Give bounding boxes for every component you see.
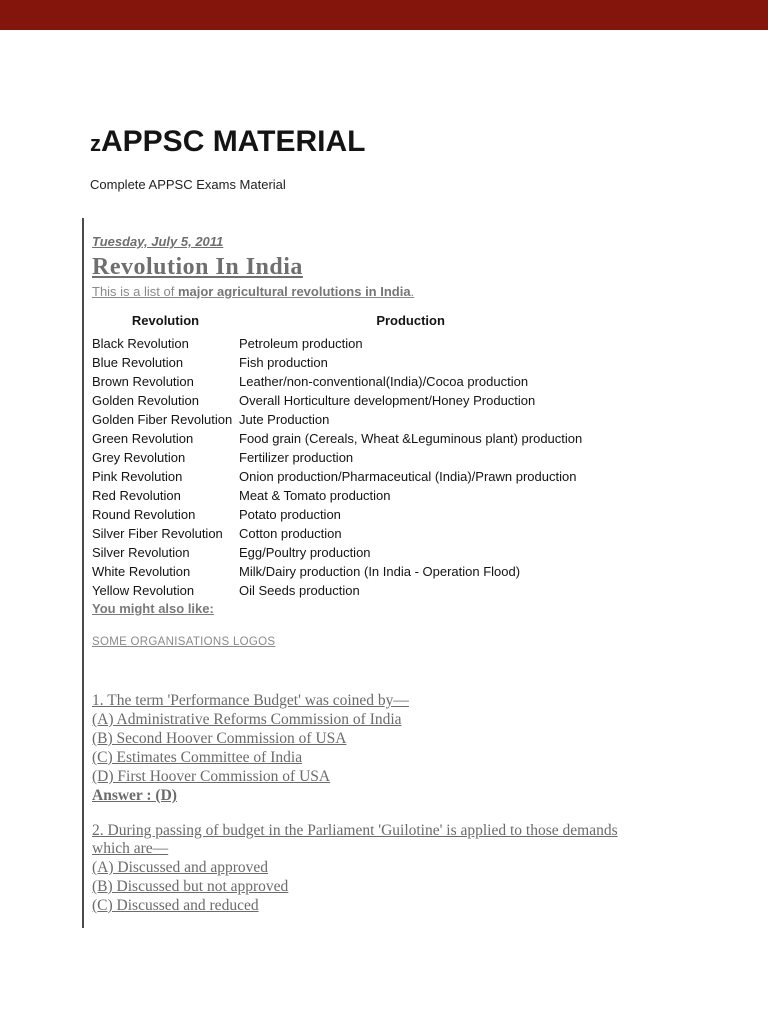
question-block xyxy=(92,692,712,805)
post-content xyxy=(82,218,712,928)
table-row xyxy=(92,429,582,448)
revolution-cell: Silver Revolution xyxy=(92,545,190,560)
table-row xyxy=(92,448,582,467)
production-cell: Egg/Poultry production xyxy=(239,545,371,560)
production-cell: Cotton production xyxy=(239,526,342,541)
revolutions-table xyxy=(92,313,582,600)
table-row xyxy=(92,467,582,486)
production-cell: Fish production xyxy=(239,355,328,370)
questions-section xyxy=(92,692,712,915)
production-cell: Leather/non-conventional(India)/Cocoa production xyxy=(239,374,529,389)
revolution-cell: Silver Fiber Revolution xyxy=(92,526,223,541)
revolution-cell: Red Revolution xyxy=(92,488,181,503)
production-cell: Onion production/Pharmaceutical (India)/Prawn production xyxy=(239,469,577,484)
table-row xyxy=(92,524,582,543)
revolution-cell: Black Revolution xyxy=(92,336,189,351)
table-header-production: Production xyxy=(376,313,445,328)
top-bar xyxy=(0,0,768,30)
post-date: Tuesday, July 5, 2011 xyxy=(92,234,224,249)
production-cell: Potato production xyxy=(239,507,341,522)
you-might-also-like-label: You might also like: xyxy=(92,601,214,616)
production-cell: Meat & Tomato production xyxy=(239,488,391,503)
question-block xyxy=(92,822,712,915)
table-row xyxy=(92,391,582,410)
site-title xyxy=(90,126,768,160)
revolution-cell: Brown Revolution xyxy=(92,374,194,389)
table-header-row xyxy=(92,313,582,334)
production-cell: Petroleum production xyxy=(239,336,363,351)
revolution-cell: Golden Fiber Revolution xyxy=(92,412,233,427)
production-cell: Fertilizer production xyxy=(239,450,354,465)
production-cell: Food grain (Cereals, Wheat &Leguminous plant) production xyxy=(239,431,583,446)
revolution-cell: Golden Revolution xyxy=(92,393,199,408)
site-title-main: APPSC MATERIAL xyxy=(101,125,366,158)
revolution-cell: Round Revolution xyxy=(92,507,196,522)
question-option: (A) Administrative Reforms Commission of India xyxy=(92,711,402,728)
table-row xyxy=(92,581,582,600)
question-option: (C) Estimates Committee of India xyxy=(92,749,303,766)
question-text: 1. The term 'Performance Budget' was coined by— xyxy=(92,692,409,709)
post-intro-bold: major agricultural revolutions in India xyxy=(177,284,411,299)
revolution-cell: Green Revolution xyxy=(92,431,194,446)
question-option: (D) First Hoover Commission of USA xyxy=(92,768,331,785)
table-row xyxy=(92,543,582,562)
revolution-cell: Blue Revolution xyxy=(92,355,184,370)
table-header-revolution: Revolution xyxy=(131,313,200,328)
document-page xyxy=(0,126,768,928)
table-row xyxy=(92,410,582,429)
question-option: (C) Discussed and reduced xyxy=(92,897,259,914)
table-row xyxy=(92,562,582,581)
question-answer: Answer : (D) xyxy=(92,787,177,804)
table-row xyxy=(92,334,582,353)
revolution-cell: Yellow Revolution xyxy=(92,583,195,598)
question-option: (B) Second Hoover Commission of USA xyxy=(92,730,347,747)
related-post-link[interactable]: SOME ORGANISATIONS LOGOS xyxy=(92,636,276,648)
table-row xyxy=(92,505,582,524)
post-title-link[interactable]: Revolution In India xyxy=(92,254,303,280)
production-cell: Oil Seeds production xyxy=(239,583,360,598)
revolution-cell: Grey Revolution xyxy=(92,450,186,465)
table-row xyxy=(92,353,582,372)
revolution-cell: White Revolution xyxy=(92,564,191,579)
table-row xyxy=(92,486,582,505)
question-option: (A) Discussed and approved xyxy=(92,859,269,876)
production-cell: Jute Production xyxy=(239,412,330,427)
table-row xyxy=(92,372,582,391)
question-text: 2. During passing of budget in the Parliament 'Guilotine' is applied to those demands which are— xyxy=(92,822,618,857)
question-option: (B) Discussed but not approved xyxy=(92,878,289,895)
revolution-cell: Pink Revolution xyxy=(92,469,183,484)
post-intro xyxy=(92,284,414,299)
site-subtitle: Complete APPSC Exams Material xyxy=(90,177,286,192)
post-intro-suffix: . xyxy=(410,284,415,299)
production-cell: Milk/Dairy production (In India - Operation Flood) xyxy=(239,564,521,579)
post-intro-prefix: This is a list of xyxy=(92,284,178,299)
site-title-prefix: z xyxy=(90,131,101,156)
production-cell: Overall Horticulture development/Honey Production xyxy=(239,393,536,408)
